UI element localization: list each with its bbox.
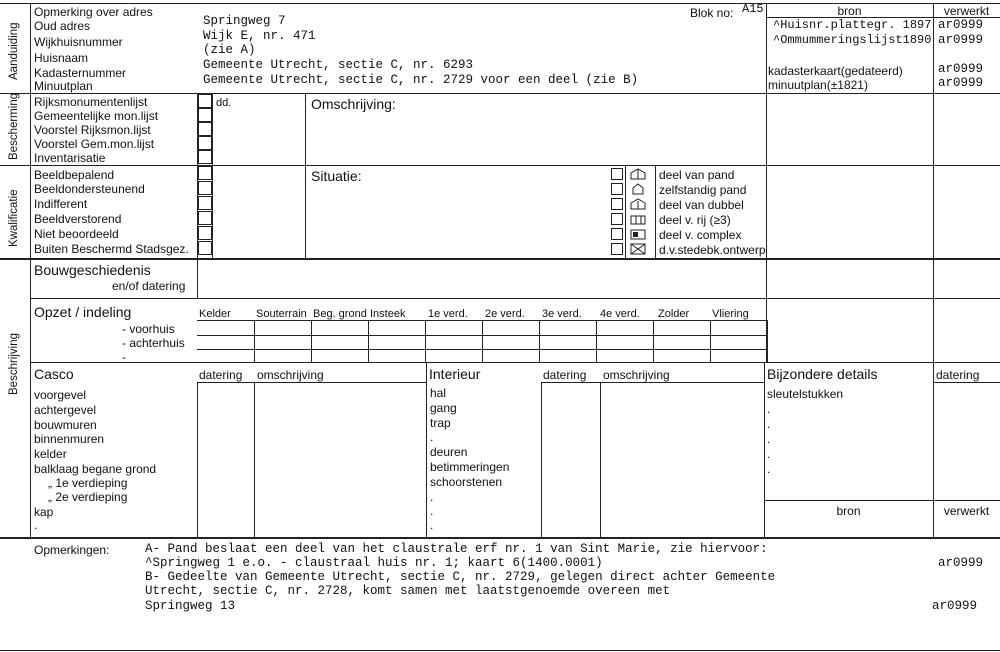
bouwgeschiedenis-label: Bouwgeschiedenis	[34, 262, 151, 278]
interieur-item: .	[430, 504, 434, 518]
opzet-row: -	[122, 350, 126, 364]
opzet-col: 1e verd.	[428, 308, 468, 320]
opzet-col: Souterrain	[256, 308, 307, 320]
field-wijkhuisnummer: Wijkhuisnummer	[34, 35, 123, 49]
opmerking-verwerkt-2: ar0999	[932, 599, 978, 613]
interieur-item: .	[430, 518, 434, 532]
bijzondere-bron: bron	[836, 504, 861, 518]
verwerkt-3: ar0999	[938, 62, 984, 76]
section-beschrijving: Beschrijving	[8, 333, 20, 395]
section-aanduiding: Aanduiding	[8, 22, 20, 80]
casco-item: .	[34, 518, 38, 532]
opzet-col: Vliering	[712, 308, 749, 320]
checkbox-inventarisatie[interactable]	[198, 150, 212, 164]
bijzondere-item: .	[767, 462, 771, 476]
casco-item: achtergevel	[34, 403, 97, 417]
zelfstandig-pand-icon	[630, 183, 646, 195]
interieur-item: .	[430, 490, 434, 504]
field-opmerking-adres: Opmerking over adres	[34, 5, 153, 19]
opzet-row: - achterhuis	[122, 336, 185, 350]
bijzondere-verwerkt: verwerkt	[943, 504, 990, 518]
value-minuutplan: Gemeente Utrecht, sectie C, nr. 2729 voor een deel (zie B)	[203, 73, 639, 87]
bijzondere-item: sleutelstukken	[767, 387, 844, 401]
casco-item: balklaag begane grond	[34, 462, 157, 476]
opzet-col: Beg. grond	[313, 308, 367, 320]
casco-item: binnenmuren	[34, 432, 105, 446]
bescherming-item: Voorstel Gem.mon.lijst	[34, 137, 155, 151]
opzet-col: Zolder	[658, 308, 690, 320]
bijzondere-item: .	[767, 432, 771, 446]
blok-value: A15	[742, 2, 764, 16]
value-kadasternummer: Gemeente Utrecht, sectie C, nr. 6293	[203, 58, 474, 72]
opzet-col: 4e verd.	[600, 308, 640, 320]
checkbox-beeldondersteunend[interactable]	[198, 181, 212, 195]
situatie-option: deel van pand	[659, 168, 735, 182]
value-oud-adres: Springweg 7	[203, 14, 286, 28]
opmerking-line: A- Pand beslaat een deel van het claustrale erf nr. 1 van Sint Marie, zie hiervoor:	[145, 542, 768, 556]
verwerkt-1: ar0999	[938, 18, 984, 32]
datering-label: en/of datering	[112, 279, 186, 293]
checkbox-beeldbepalend[interactable]	[198, 166, 212, 180]
bijzondere-item: .	[767, 447, 771, 461]
opmerking-line: ^Springweg 1 e.o. - claustraal huis nr. 1; kaart 6(1400.0001)	[145, 556, 603, 570]
checkbox-indifferent[interactable]	[198, 196, 212, 210]
blok-label: Blok no:	[690, 6, 734, 20]
section-kwalificatie: Kwalificatie	[8, 189, 20, 247]
checkbox-voorstel-gem[interactable]	[198, 136, 212, 150]
verwerkt-4: ar0999	[938, 76, 984, 90]
bijzondere-label: Bijzondere details	[767, 366, 878, 382]
verwerkt-2: ar0999	[938, 33, 984, 47]
bijzondere-item: .	[767, 402, 771, 416]
kwalificatie-item: Indifferent	[34, 197, 88, 211]
verwerkt-header: verwerkt	[943, 4, 990, 18]
checkbox-gemeentelijk[interactable]	[198, 108, 212, 122]
bron-minuutplan: minuutplan(±1821)	[768, 78, 868, 92]
opmerkingen-label: Opmerkingen:	[34, 543, 110, 557]
casco-omschrijving: omschrijving	[257, 368, 324, 382]
opmerking-line: Springweg 13	[145, 599, 236, 613]
opmerking-verwerkt-1: ar0999	[938, 556, 984, 570]
interieur-omschrijving: omschrijving	[603, 368, 670, 382]
field-minuutplan: Minuutplan	[34, 79, 93, 93]
interieur-item: .	[430, 430, 434, 444]
casco-item: bouwmuren	[34, 418, 97, 432]
kwalificatie-item: Beeldondersteunend	[34, 182, 145, 196]
situatie-label: Situatie:	[311, 168, 362, 184]
interieur-label: Interieur	[429, 366, 481, 382]
checkbox-rijksmonument[interactable]	[198, 94, 212, 108]
interieur-item: deuren	[430, 445, 468, 459]
checkbox-niet-beoordeeld[interactable]	[198, 226, 212, 240]
omschrijving-label: Omschrijving:	[311, 96, 396, 112]
deel-van-rij-icon	[630, 213, 646, 225]
checkbox-situatie-6[interactable]	[611, 243, 623, 255]
bijzondere-datering: datering	[936, 368, 980, 382]
interieur-item: trap	[430, 416, 451, 430]
opzet-row: - voorhuis	[122, 322, 175, 336]
field-kadasternummer: Kadasternummer	[34, 66, 127, 80]
checkbox-situatie-4[interactable]	[611, 213, 623, 225]
kwalificatie-item: Beeldbepalend	[34, 168, 115, 182]
interieur-item: hal	[430, 386, 447, 400]
deel-van-pand-icon	[630, 168, 646, 180]
checkbox-voorstel-rijks[interactable]	[198, 122, 212, 136]
bron-header: bron	[837, 4, 862, 18]
opzet-col: Kelder	[199, 308, 231, 320]
kwalificatie-item: Beeldverstorend	[34, 212, 122, 226]
checkbox-situatie-3[interactable]	[611, 198, 623, 210]
interieur-item: betimmeringen	[430, 460, 510, 474]
casco-datering: datering	[199, 368, 243, 382]
situatie-option: deel v. complex	[659, 228, 742, 242]
interieur-item: schoorstenen	[430, 475, 503, 489]
interieur-item: gang	[430, 401, 457, 415]
opzet-col: Insteek	[370, 308, 406, 320]
situatie-option: deel v. rij (≥3)	[659, 213, 731, 227]
opzet-col: 3e verd.	[542, 308, 582, 320]
section-bescherming: Bescherming	[8, 92, 20, 160]
bron-ommummering: ^Ommummeringslijst1890	[773, 33, 932, 47]
situatie-option: zelfstandig pand	[659, 183, 747, 197]
field-huisnaam: Huisnaam	[34, 51, 89, 65]
kwalificatie-item: Niet beoordeeld	[34, 227, 119, 241]
opmerking-line: Utrecht, sectie C, nr. 2728, komt samen met laatstgenoemde overeen met	[145, 584, 671, 598]
opzet-label: Opzet / indeling	[34, 304, 132, 320]
stedebouwkundig-ontwerp-icon	[630, 243, 646, 255]
field-oud-adres: Oud adres	[34, 19, 91, 33]
value-huisnaam: (zie A)	[203, 43, 256, 57]
casco-item: „ 2e verdieping	[48, 490, 128, 504]
interieur-datering: datering	[543, 368, 587, 382]
checkbox-beeldverstorend[interactable]	[198, 211, 212, 225]
deel-van-dubbel-icon	[630, 198, 646, 210]
checkbox-situatie-1[interactable]	[611, 168, 623, 180]
opzet-col: 2e verd.	[485, 308, 525, 320]
kwalificatie-item: Buiten Beschermd Stadsgez.	[34, 242, 189, 256]
casco-item: „ 1e verdieping	[48, 476, 128, 490]
situatie-option: d.v.stedebk.ontwerp	[659, 243, 766, 257]
deel-van-complex-icon	[630, 228, 646, 240]
checkbox-situatie-2[interactable]	[611, 183, 623, 195]
casco-item: voorgevel	[34, 388, 87, 402]
bescherming-item: Inventarisatie	[34, 151, 106, 165]
bescherming-item: Rijksmonumentenlijst	[34, 95, 148, 109]
bron-kadasterkaart: kadasterkaart(gedateerd)	[768, 64, 903, 78]
checkbox-situatie-5[interactable]	[611, 228, 623, 240]
situatie-option: deel van dubbel	[659, 198, 744, 212]
casco-item: kap	[34, 505, 54, 519]
bescherming-item: Gemeentelijke mon.lijst	[34, 109, 159, 123]
bron-huisnr: ^Huisnr.plattegr. 1897	[773, 18, 932, 32]
checkbox-buiten-beschermd[interactable]	[198, 241, 212, 255]
opmerking-line: B- Gedeelte van Gemeente Utrecht, sectie C, nr. 2729, gelegen direct achter Gemeente	[145, 570, 776, 584]
casco-item: kelder	[34, 447, 67, 461]
dd-label: dd.	[216, 97, 232, 109]
bescherming-item: Voorstel Rijksmon.lijst	[34, 123, 151, 137]
casco-label: Casco	[34, 366, 74, 382]
value-wijkhuisnummer: Wijk E, nr. 471	[203, 29, 316, 43]
bijzondere-item: .	[767, 417, 771, 431]
